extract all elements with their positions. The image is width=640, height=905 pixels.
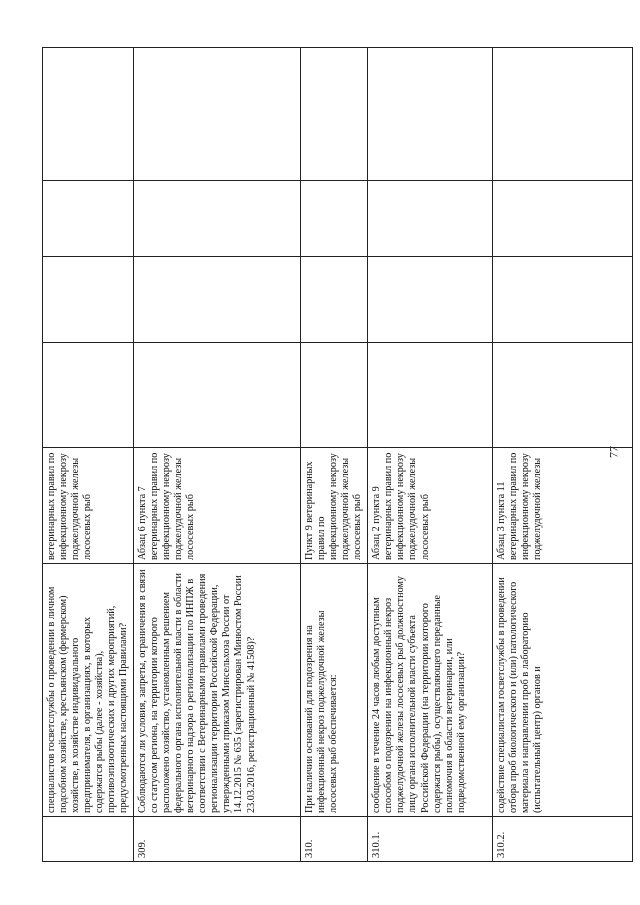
- row-question: содействие специалистам госветслужбы в проведении отбора проб биологического и (или) патологического материала и направлении проб в лабораторию (испытательный центр) органов и: [493, 564, 633, 817]
- table-row: [493, 48, 633, 862]
- answer-cell: [368, 343, 493, 448]
- page-number: 77: [606, 446, 621, 458]
- row-reference: Абзац 6 пункта 7 ветеринарных правил по инфекционному некрозу поджелудочной железы лососевых рыб: [134, 448, 301, 564]
- row-number: 310.2.: [493, 817, 633, 862]
- row-number: [43, 817, 134, 862]
- answer-cell: [43, 181, 134, 257]
- answer-cell: [43, 257, 134, 343]
- row-question: При наличии оснований для подозрения на инфекционный некроз поджелудочной железы лососевых рыб обеспечивается:: [301, 564, 368, 817]
- remark-cell: [301, 48, 368, 181]
- row-reference: ветеринарных правил по инфекционному некрозу поджелудочной железы лососевых рыб: [43, 448, 134, 564]
- remark-cell: [368, 48, 493, 181]
- row-number: 310.1.: [368, 817, 493, 862]
- row-reference: Пункт 9 ветеринарных правил по инфекционному некрозу поджелудочной железы лососевых рыб: [301, 448, 368, 564]
- answer-cell: [368, 257, 493, 343]
- rotated-page: [42, 48, 627, 862]
- row-number: 309.: [134, 817, 301, 862]
- answer-cell: [301, 181, 368, 257]
- remark-cell: [493, 48, 633, 181]
- row-question: сообщение в течение 24 часов любым доступным способом о подозрении на инфекционный некроз поджелудочной железы лососевых рыб должностному лицу органа исполнительной власти субъекта Российской Федерации (на территории которого содержатся рыбы), осуществляющего переданные полномочия в области ветеринарии, или подведомственной ему организации?: [368, 564, 493, 817]
- checklist-table: [42, 47, 633, 862]
- answer-cell: [134, 181, 301, 257]
- remark-cell: [134, 48, 301, 181]
- answer-cell: [493, 181, 633, 257]
- table-row: [43, 48, 134, 862]
- row-reference: Абзац 3 пункта 11 ветеринарных правил по инфекционному некрозу поджелудочной железы: [493, 448, 633, 564]
- answer-cell: [134, 343, 301, 448]
- row-reference: Абзац 2 пункта 9 ветеринарных правил по инфекционному некрозу поджелудочной железы лососевых рыб: [368, 448, 493, 564]
- table-row: [368, 48, 493, 862]
- row-question: специалистов госветслужбы о проведении в личном подсобном хозяйстве, крестьянском (фермерском) хозяйстве, в хозяйстве индивидуального предпринимателя, в организациях, в которых содержатся рыбы (далее - хозяйства), противоэпизоотических и других мероприятий, предусмотренных настоящими Правилами?: [43, 564, 134, 817]
- remark-cell: [43, 48, 134, 181]
- answer-cell: [493, 343, 633, 448]
- answer-cell: [301, 257, 368, 343]
- answer-cell: [301, 343, 368, 448]
- table-row: [301, 48, 368, 862]
- answer-cell: [368, 181, 493, 257]
- row-number: 310.: [301, 817, 368, 862]
- answer-cell: [43, 343, 134, 448]
- table-row: [134, 48, 301, 862]
- answer-cell: [134, 257, 301, 343]
- row-question: Соблюдаются ли условия, запреты, ограничения в связи со статусом региона, на территории которого расположено хозяйство, установленным решением федерального органа исполнительной власти в области ветеринарного надзора о регионализации по ИНПЖ в соответствии с Ветеринарными правилами проведения регионализации территории Российской Федерации, утвержденными приказом Минсельхоза России от 14.12.2015 № 635 (зарегистрирован Минюстом России 23.03.2016, регистрационный № 41508)?: [134, 564, 301, 817]
- answer-cell: [493, 257, 633, 343]
